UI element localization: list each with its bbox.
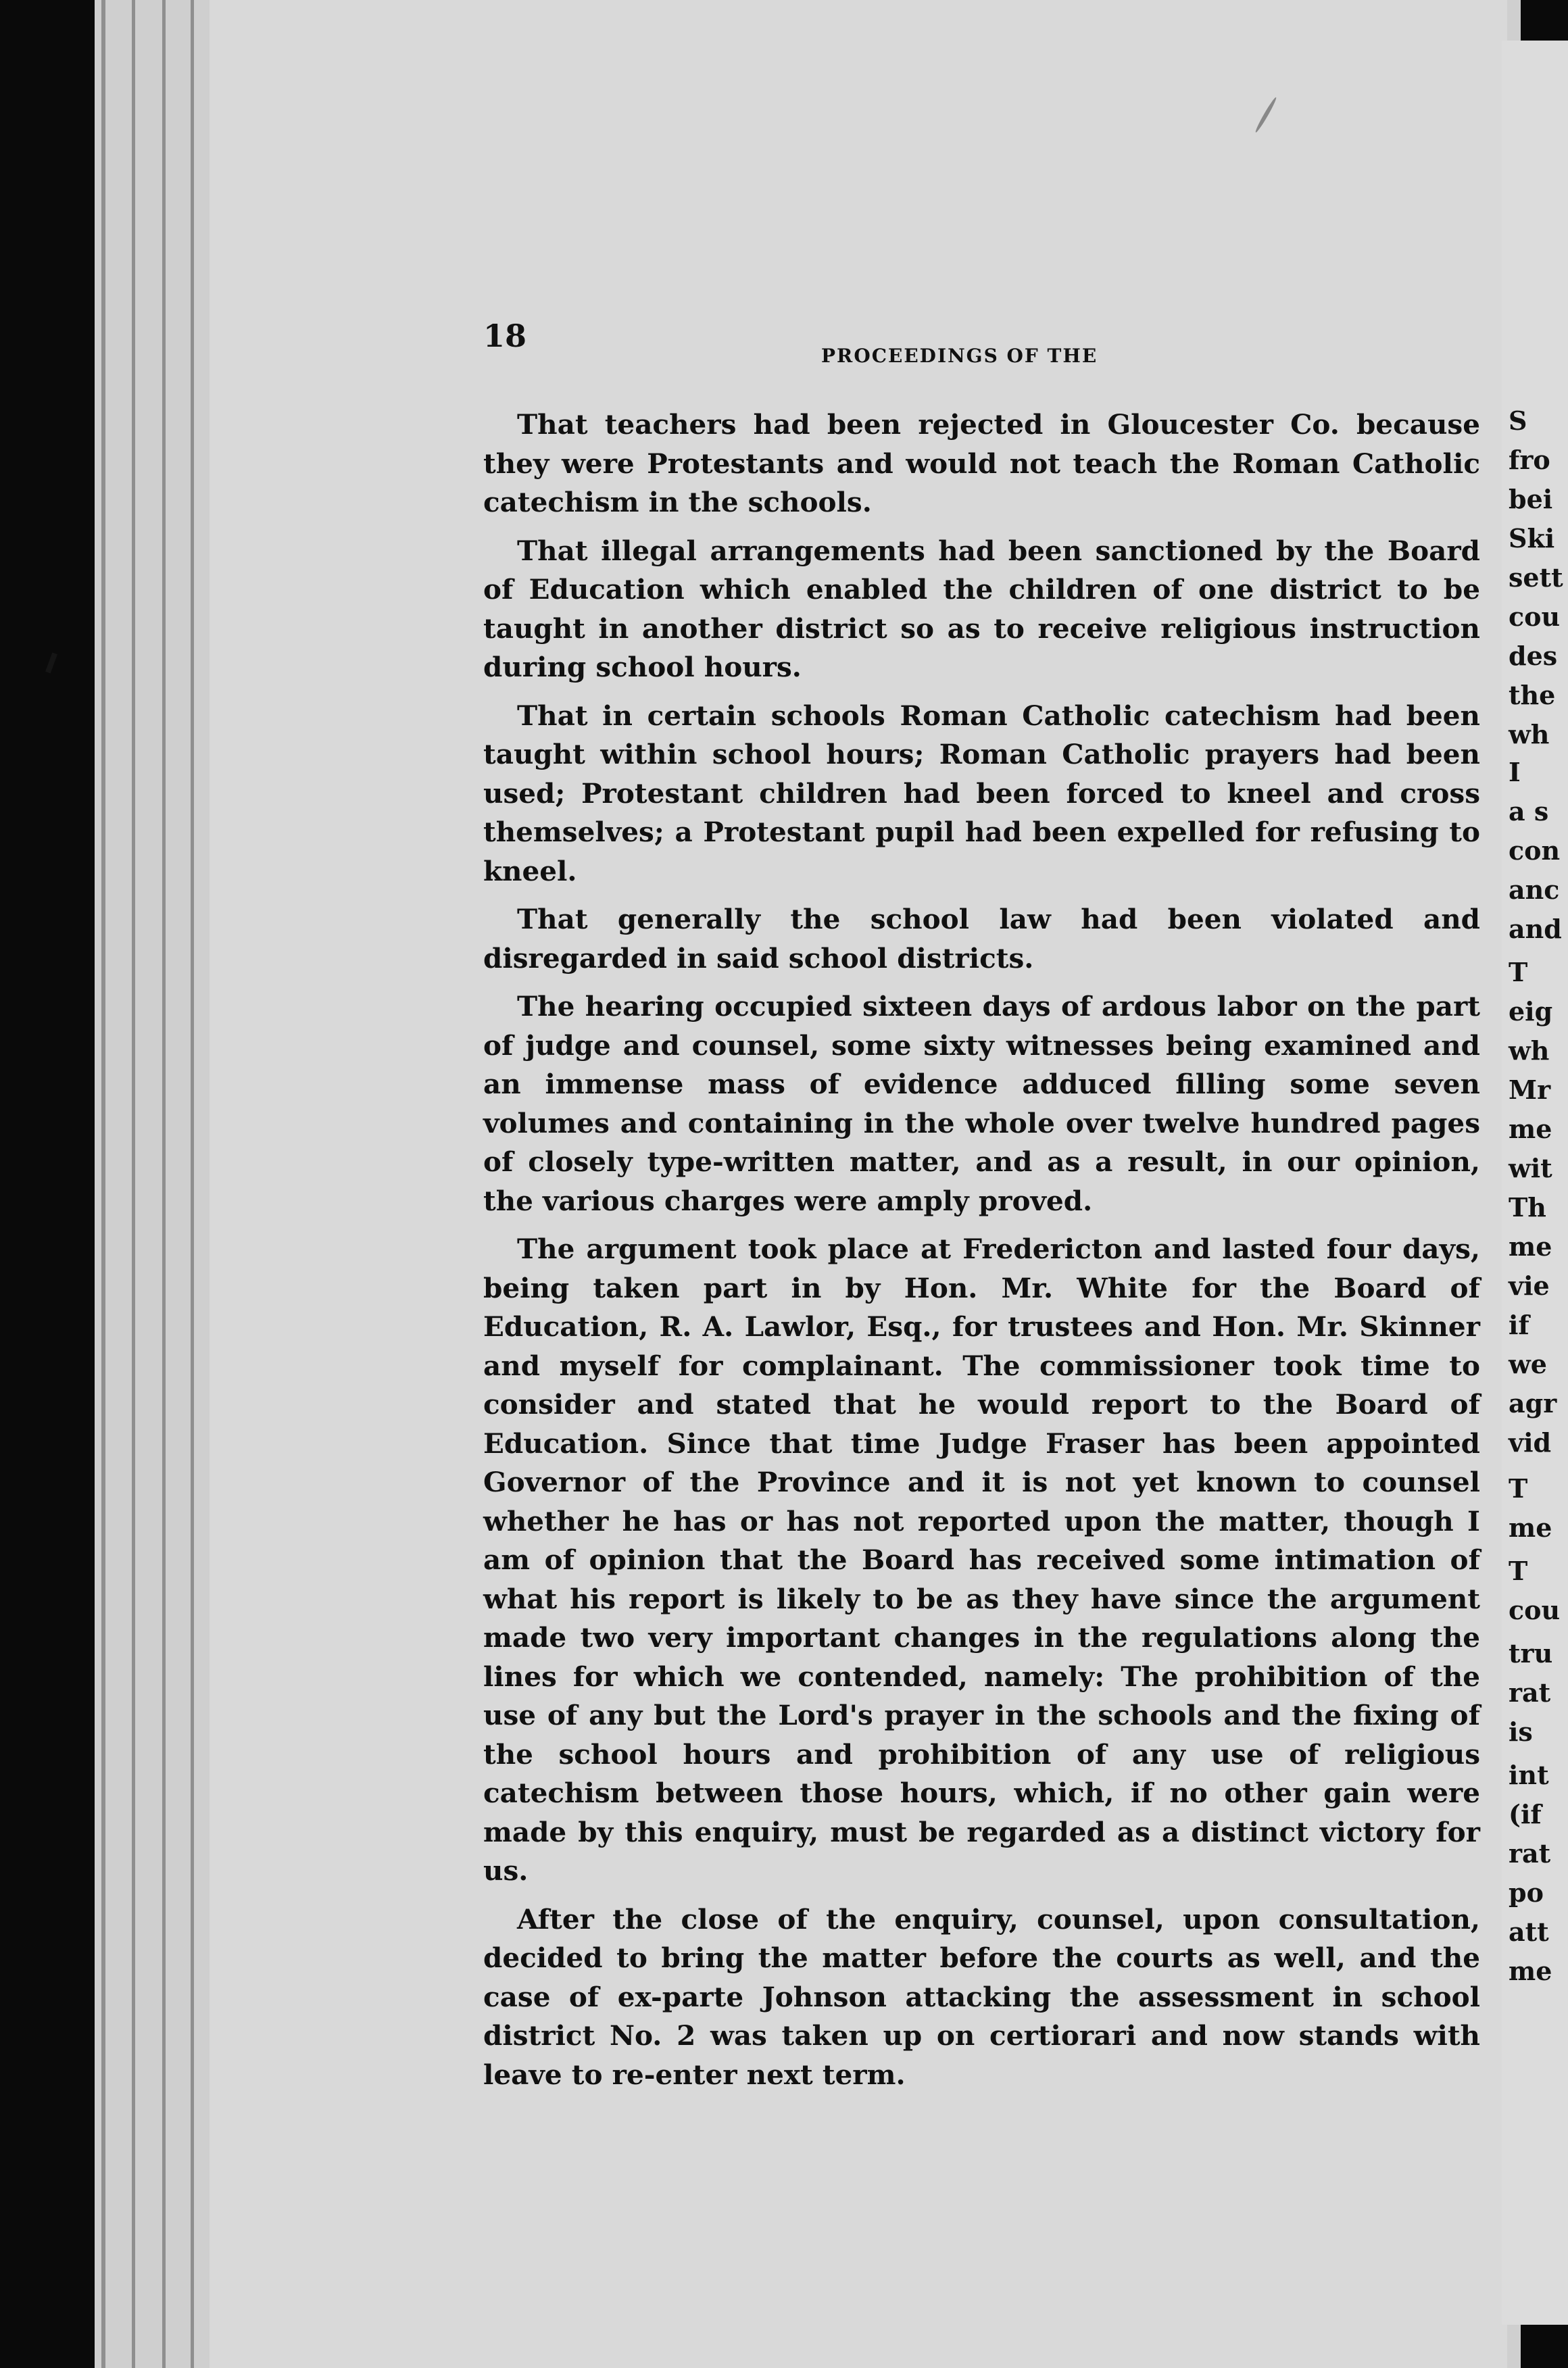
page-edge — [191, 0, 194, 2368]
facing-page-fragment: fro — [1509, 445, 1550, 475]
body-text — [483, 405, 1480, 2104]
page-edge — [132, 0, 135, 2368]
facing-page — [1502, 41, 1568, 2325]
facing-page-fragment: cou — [1509, 601, 1561, 632]
facing-page-fragment: rat — [1509, 1838, 1551, 1869]
facing-page-fragment: att — [1509, 1917, 1549, 1947]
facing-page-fragment: me — [1509, 1956, 1552, 1986]
facing-page-fragment: T — [1509, 1473, 1528, 1504]
facing-page-fragment: we — [1509, 1349, 1547, 1379]
facing-page-fragment: T — [1509, 1556, 1528, 1586]
facing-page-fragment: vid — [1509, 1427, 1552, 1458]
page-header — [483, 318, 1490, 372]
paragraph: That in certain schools Roman Catholic catechism had been taught within school hours; Roman Catholic prayers had been used; Protestant children had been forced to kneel and cross themselves; a Protestant pupil had been expelled for refusing to kneel. — [483, 699, 1480, 887]
paragraph: That generally the school law had been violated and disregarded in said school districts. — [483, 903, 1480, 975]
facing-page-fragment: des — [1509, 641, 1558, 671]
facing-page-fragment: rat — [1509, 1677, 1551, 1708]
facing-page-fragment: me — [1509, 1114, 1552, 1144]
facing-page-fragment: bei — [1509, 484, 1553, 514]
facing-page-fragment: sett — [1509, 562, 1563, 593]
facing-page-fragment: me — [1509, 1512, 1552, 1543]
facing-page-fragment: Mr — [1509, 1075, 1551, 1105]
page-number: 18 — [483, 318, 527, 354]
facing-page-fragment: me — [1509, 1231, 1552, 1262]
facing-page-fragment: con — [1509, 835, 1561, 866]
paragraph: The argument took place at Fredericton and lasted four days, being taken part in by Hon. Mr. White for the Board of Education, R. A. Lawlor, Esq., for trustees and Hon. Mr. Skinner and myself for complainant. The commissioner took time to consider and stated that he would report to the Board of Education. Since that time Judge Fraser has been appointed Governor of the Province and it is not yet known to counsel whether he has or has not reported upon the matter, though I am of opinion that the Board has received some intimation of what his report is likely to be as they have since the argument made two very important changes in the regulations along the lines for which we contended, namely: The prohibition of the use of any but the Lord's prayer in the schools and the fixing of the school hours and prohibition of any use of religious catechism between those hours, which, if no other gain were made by this enquiry, must be regarded as a distinct victory for us. — [483, 1233, 1480, 1887]
page-edge — [101, 0, 105, 2368]
facing-page-fragment: po — [1509, 1877, 1544, 1908]
facing-page-fragment: S — [1509, 405, 1527, 436]
paragraph: The hearing occupied sixteen days of ardous labor on the part of judge and counsel, some sixty witnesses being examined and an immense mass of evidence adduced filling some seven volumes and containing in the whole over twelve hundred pages of closely type-written matter, and as a result, in our opinion, the various charges were amply proved. — [483, 990, 1480, 1217]
facing-page-fragment: and — [1509, 914, 1562, 944]
facing-page-fragment: wh — [1509, 719, 1550, 749]
facing-page-fragment: tru — [1509, 1638, 1553, 1669]
facing-page-fragment: the — [1509, 680, 1556, 710]
facing-page-fragment: T — [1509, 957, 1528, 987]
facing-page-fragment: agr — [1509, 1388, 1557, 1419]
facing-page-fragment: a s — [1509, 796, 1549, 827]
facing-page-fragment: (if — [1509, 1799, 1542, 1829]
facing-page-fragment: Ski — [1509, 523, 1555, 553]
facing-page-fragment: wh — [1509, 1035, 1550, 1066]
running-head: PROCEEDINGS OF THE — [821, 345, 1098, 367]
facing-page-fragment: anc — [1509, 874, 1560, 905]
paragraph: After the close of the enquiry, counsel, upon consultation, decided to bring the matter before the courts as well, and the case of ex-parte Johnson attacking the assessment in school district No. 2 was taken up on certiorari and now stands with leave to re-enter next term. — [483, 1902, 1480, 2091]
facing-page-fragment: cou — [1509, 1595, 1561, 1625]
scan-mark — [45, 653, 57, 674]
facing-page-fragment: if — [1509, 1310, 1529, 1340]
paragraph: That illegal arrangements had been sanctioned by the Board of Education which enabled the children of one district to be taught in another district so as to receive religious instruction during school hours. — [483, 534, 1480, 683]
facing-page-fragment: is — [1509, 1717, 1533, 1747]
page-edge — [162, 0, 166, 2368]
facing-page-fragment: Th — [1509, 1192, 1546, 1223]
paragraph: That teachers had been rejected in Gloucester Co. because they were Protestants and would not teach the Roman Catholic catechism in the schools. — [483, 408, 1480, 518]
facing-page-fragment: eig — [1509, 996, 1553, 1027]
facing-page-fragment: vie — [1509, 1271, 1550, 1301]
facing-page-fragment: I — [1509, 757, 1521, 787]
facing-page-fragment: int — [1509, 1760, 1549, 1790]
facing-page-fragment: wit — [1509, 1153, 1552, 1183]
